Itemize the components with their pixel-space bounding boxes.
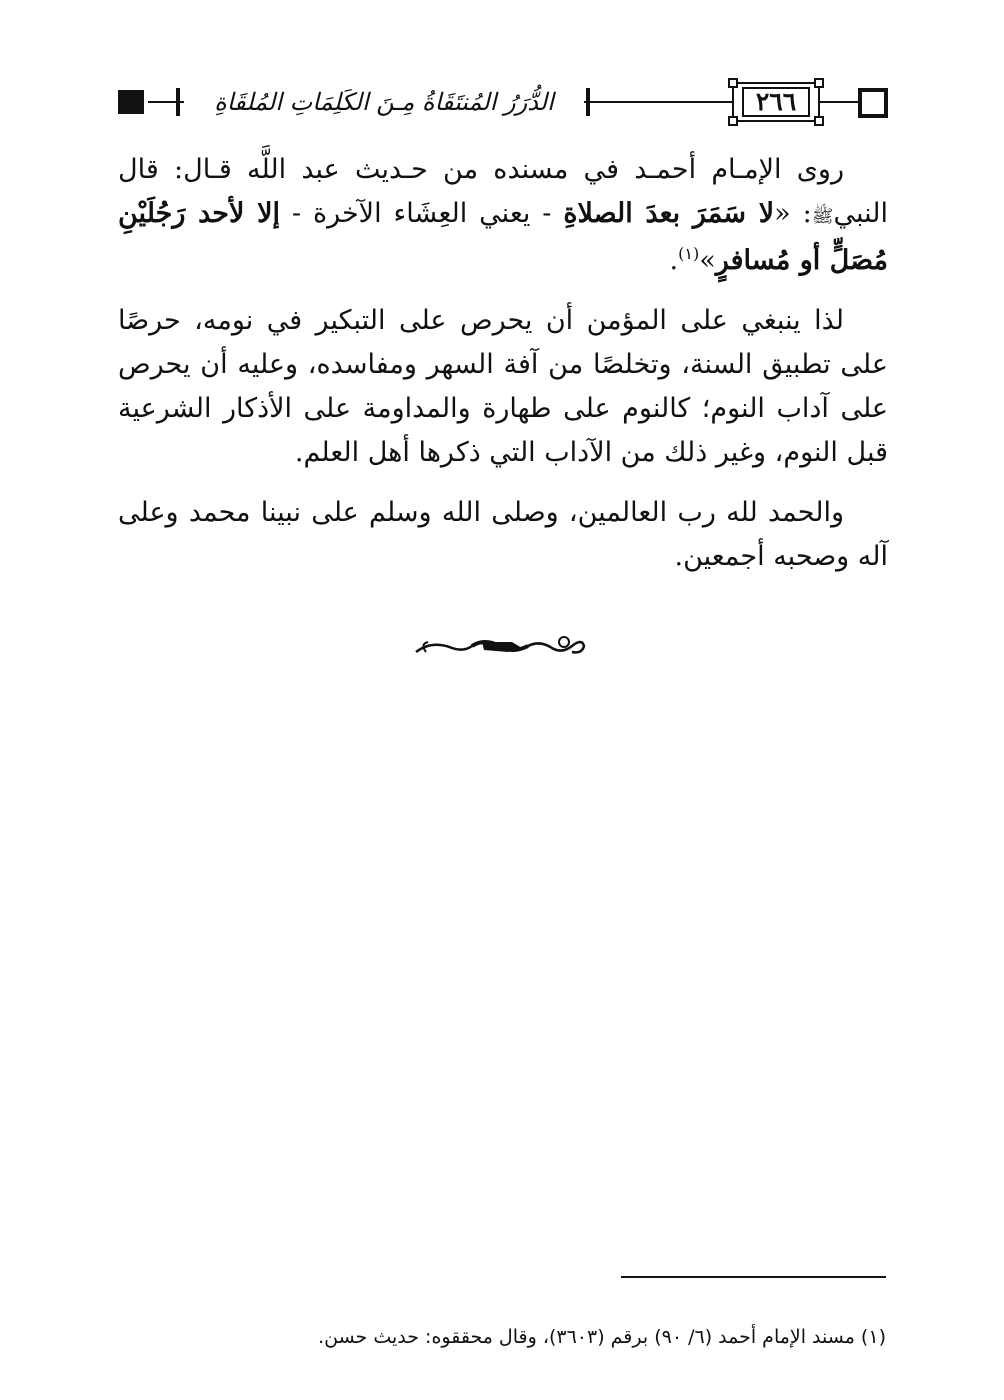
hadith-explanation: - يعني العِشَاء الآخرة - <box>280 198 564 229</box>
sentence-end: . <box>669 245 679 276</box>
header-outline-square-icon <box>858 88 888 118</box>
frame-corner-icon <box>728 116 738 126</box>
frame-corner-icon <box>814 78 824 88</box>
frame-corner-icon <box>728 78 738 88</box>
quote-open: : « <box>774 198 812 229</box>
main-text <box>118 148 888 595</box>
header-filled-square-icon <box>118 90 144 114</box>
hadith-text-part-b: إلا لأحد رَجُلَيْنِ مُصَلٍّ أو مُسافرٍ <box>118 198 888 276</box>
header-bar-icon <box>176 88 180 116</box>
footnote-reference[interactable]: (١) <box>678 244 700 263</box>
hadith-intro: روى الإمـام أحمـد في مسنده من حـديث عبد اللَّه قـال: قال النبي <box>118 154 888 229</box>
paragraph-advice: لذا ينبغي على المؤمن أن يحرص على التبكير في نومه، حرصًا على تطبيق السنة، وتخلصًا من آفة السهر ومفاسده، وعليه أن يحرص على آداب النوم؛ كالنوم على طهارة والمداومة على الأذكار الشرعية قبل النوم، وغير ذلك من الآداب التي ذكرها أهل العلم. <box>118 305 888 468</box>
paragraph-hadith <box>118 148 888 283</box>
paragraph-closing: والحمد لله رب العالمين، وصلى الله وسلم على نبينا محمد وعلى آله وصحبه أجمعين. <box>118 497 888 572</box>
page-number-frame <box>732 82 820 122</box>
footnote-separator <box>621 1276 886 1278</box>
footnote-1: (١) مسند الإمام أحمد (٦/ ٩٠) برقم (٣٦٠٣)، وقال محققوه: حديث حسن. <box>318 1326 886 1348</box>
quote-close: » <box>699 245 716 276</box>
header-rule-middle <box>584 101 732 103</box>
header-rule-right <box>820 101 860 103</box>
header-bar-icon <box>586 88 590 116</box>
page-number: ٢٦٦ <box>755 87 797 116</box>
hadith-text-part-a: لا سَمَرَ بعدَ الصلاةِ <box>563 198 775 229</box>
floral-divider-icon <box>412 632 588 662</box>
frame-corner-icon <box>814 116 824 126</box>
running-title: الدُّرَرُ المُنتَقَاةُ مِـنَ الكَلِمَاتِ المُلقَاةِ <box>184 82 584 122</box>
salawat-honorific: ﷺ <box>811 206 834 227</box>
page-header <box>118 82 888 122</box>
